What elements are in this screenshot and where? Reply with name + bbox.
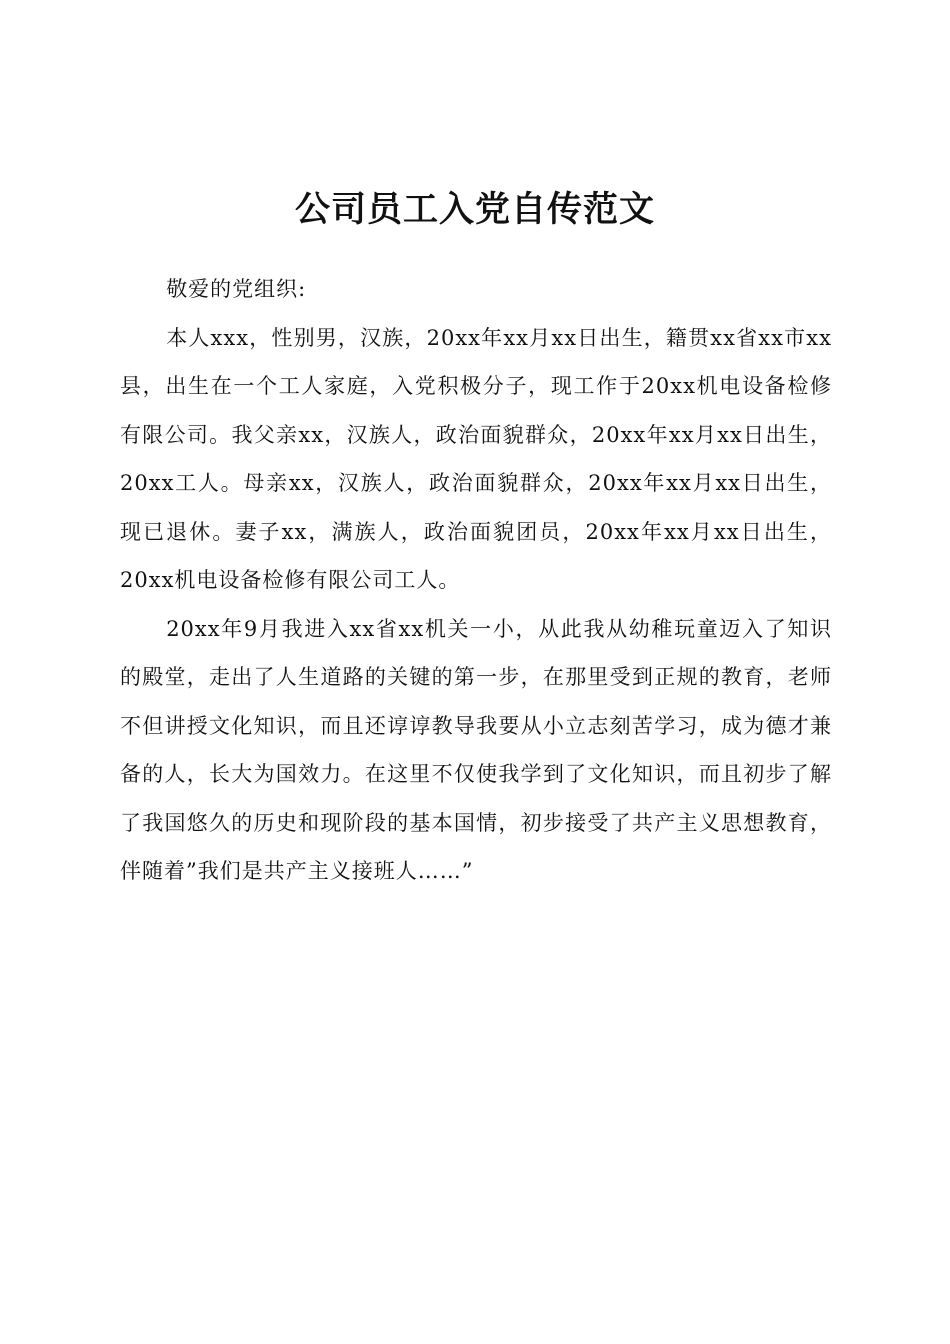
paragraph-education: 20xx年9月我进入xx省xx机关一小，从此我从幼稚玩童迈入了知识的殿堂，走出了人生道路的关键的第一步，在那里受到正规的教育，老师不但讲授文化知识，而且还谆谆教导我要从小立志刻苦学习，成为德才兼备的人，长大为国效力。在这里不仅使我学到了文化知识，而且初步了解了我国悠久的历史和现阶段的基本国情，初步接受了共产主义思想教育，伴随着”我们是共产主义接班人……” [120, 616, 832, 883]
document-title: 公司员工入党自传范文 [294, 189, 655, 230]
paragraph-personal-info: 本人xxx，性别男，汉族，20xx年xx月xx日出生，籍贯xx省xx市xx县，出生在一个工人家庭，入党积极分子，现工作于20xx机电设备检修有限公司。我父亲xx，汉族人，政治面貌群众，20xx年xx月xx日出生，20xx工人。母亲xx，汉族人，政治面貌群众，20xx年xx月xx日出生，现已退休。妻子xx，满族人，政治面貌团员，20xx年xx月xx日出生，20xx机电设备检修有限公司工人。 [120, 325, 832, 592]
greeting-line: 敬爱的党组织: [166, 277, 307, 301]
document-body [120, 265, 832, 896]
